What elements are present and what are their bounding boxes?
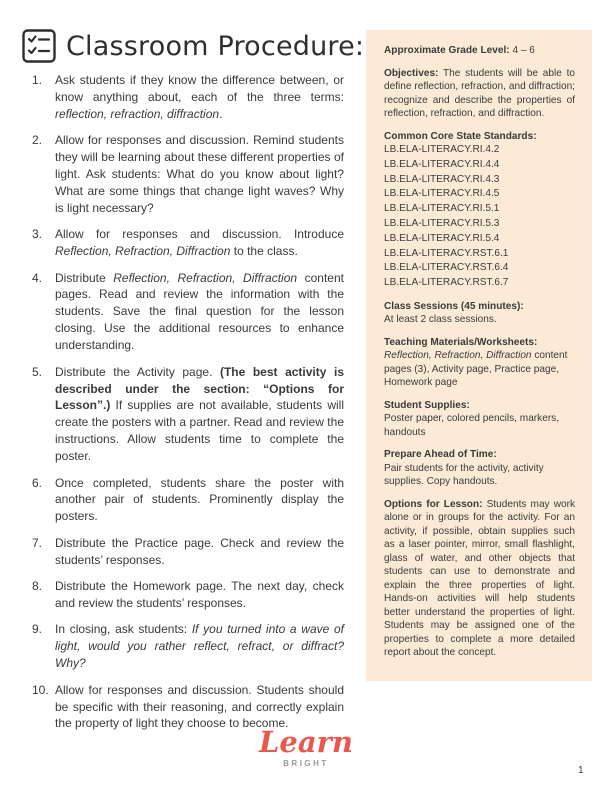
step-number: 2. xyxy=(32,133,43,148)
class-sessions-label: Class Sessions (45 minutes): xyxy=(384,300,524,312)
step-text-run: reflection, refraction, diffraction xyxy=(55,106,220,121)
step-number: 3. xyxy=(32,227,43,242)
standard-item: LB.ELA-LITERACY.RST.6.7 xyxy=(384,277,509,289)
step-text-run: content pages. Read and review the information with the students. Save the final question for the lesson closing. Use the additional resources to enhance understanding. xyxy=(55,270,344,353)
class-sessions xyxy=(384,300,575,327)
step-text-run: . xyxy=(219,106,223,121)
step-text xyxy=(55,270,344,355)
lesson-info-sidebar xyxy=(366,30,592,681)
standard-item: LB.ELA-LITERACY.RST.6.4 xyxy=(384,262,509,274)
standard-item: LB.ELA-LITERACY.RI.5.3 xyxy=(384,217,500,229)
step-text xyxy=(55,132,344,217)
step-number: 5. xyxy=(32,364,43,379)
lesson-options xyxy=(384,498,575,660)
procedure-step xyxy=(32,132,344,217)
standard-item: LB.ELA-LITERACY.RI.5.1 xyxy=(384,203,500,215)
standards-list xyxy=(384,143,575,291)
objectives xyxy=(384,67,575,121)
step-text xyxy=(55,226,344,260)
step-text-run: Allow for responses and discussion. Students should be specific with their reasoning, and correctly explain the property of light they choose to become. xyxy=(55,682,344,731)
step-text-run: Once completed, students share the poster with another pair of students. Prominently display the posters. xyxy=(55,475,344,524)
standard-item: LB.ELA-LITERACY.RI.4.5 xyxy=(384,188,500,200)
standard-item: LB.ELA-LITERACY.RI.4.3 xyxy=(384,173,500,185)
step-text-run: Distribute the Practice page. Check and review the students’ responses. xyxy=(55,535,344,567)
teaching-materials-value: content pages (3), Activity page, Practice page, Homework page xyxy=(384,350,568,389)
step-text-run: Allow for responses and discussion. Introduce xyxy=(55,227,344,242)
objectives-label: Objectives: xyxy=(384,67,439,79)
student-supplies xyxy=(384,399,575,440)
teaching-materials xyxy=(384,336,575,390)
learn-bright-logo xyxy=(254,722,358,770)
procedure-step xyxy=(32,226,344,260)
procedure-step xyxy=(32,364,344,465)
grade-level xyxy=(384,44,575,58)
teaching-materials-title: Reflection, Refraction, Diffraction xyxy=(384,350,532,362)
grade-level-value: 4 – 6 xyxy=(512,45,535,56)
step-text xyxy=(55,578,344,612)
logo-subtitle: BRIGHT xyxy=(283,759,329,768)
step-number: 4. xyxy=(32,270,43,285)
student-supplies-label: Student Supplies: xyxy=(384,399,470,411)
lesson-options-label: Options for Lesson: xyxy=(384,498,483,510)
procedure-step xyxy=(32,578,344,612)
step-text-run: In closing, ask students: xyxy=(55,622,192,637)
procedure-steps xyxy=(32,72,344,742)
standards xyxy=(384,130,575,291)
step-text xyxy=(55,475,344,526)
prepare-ahead-label: Prepare Ahead of Time: xyxy=(384,449,497,461)
page-header xyxy=(22,26,364,66)
prepare-ahead-value: Pair students for the activity, activity supplies. Copy handouts. xyxy=(384,462,544,488)
teaching-materials-label: Teaching Materials/Worksheets: xyxy=(384,336,538,348)
checklist-icon xyxy=(22,29,56,63)
step-number: 1. xyxy=(32,73,43,87)
procedure-step xyxy=(32,72,344,123)
step-text-run: If supplies are not available, students will create the posters with a partner. Read and review the instructions. Allow students time to complete the poster. xyxy=(55,398,344,464)
prepare-ahead xyxy=(384,448,575,489)
student-supplies-value: Poster paper, colored pencils, markers, handouts xyxy=(384,413,560,438)
procedure-step xyxy=(32,535,344,569)
step-number: 7. xyxy=(32,535,43,550)
step-text-run: Reflection, Refraction, Diffraction xyxy=(113,270,298,285)
step-text-run: Ask students if they know the difference between, or know anything about, each of the three terms: xyxy=(55,73,344,104)
procedure-step xyxy=(32,270,344,355)
standard-item: LB.ELA-LITERACY.RI.5.4 xyxy=(384,232,500,244)
step-text xyxy=(55,621,344,672)
step-number: 10. xyxy=(32,682,49,697)
grade-level-label: Approximate Grade Level: xyxy=(384,45,510,56)
step-text-run: Allow for responses and discussion. Remind students they will be learning about these different properties of light. Ask students: What do you know about light? What are some things that change light waves? Why is light necessary? xyxy=(55,133,344,215)
standard-item: LB.ELA-LITERACY.RI.4.2 xyxy=(384,144,500,155)
step-text xyxy=(55,364,344,465)
standards-label: Common Core State Standards: xyxy=(384,130,537,142)
step-text xyxy=(55,535,344,569)
step-text-run: Distribute the Homework page. The next day, check and review the students’ responses. xyxy=(55,579,344,610)
standard-item: LB.ELA-LITERACY.RI.4.4 xyxy=(384,158,500,170)
step-text-run: to the class. xyxy=(230,244,298,259)
procedure-step xyxy=(32,475,344,526)
step-text-run: Distribute xyxy=(55,270,114,285)
step-text-run: (The best activity is described under the section: “Options for Lesson”.) xyxy=(55,364,345,413)
logo-wordmark: Learn xyxy=(259,725,353,759)
class-sessions-value: At least 2 class sessions. xyxy=(384,314,497,326)
objectives-text: The students will be able to define reflection, refraction, and diffraction; recognize and describe the properties of reflection, refraction, and diffraction. xyxy=(384,67,575,119)
step-text xyxy=(55,72,344,123)
step-number: 8. xyxy=(32,579,43,594)
step-text-run: Distribute the Activity page. xyxy=(55,364,220,379)
standard-item: LB.ELA-LITERACY.RST.6.1 xyxy=(384,247,509,259)
step-number: 6. xyxy=(32,475,43,490)
step-text-run: Reflection, Refraction, Diffraction xyxy=(55,244,231,259)
lesson-options-text: Students may work alone or in groups for the activity. For an activity, if possible, obtain supplies such as a laser pointer, mirror, small flashlight, glass of water, and other objects that students can use to demonstrate and explain the three properties of light. Hands-on activities will help students better understand the properties of light. Students may be assigned one of the properties to complete a more detailed report about the concept. xyxy=(384,498,576,659)
page-title: Classroom Procedure: xyxy=(66,30,365,62)
step-text-run: If you turned into a wave of light, would you rather reflect, refract, or diffract? Why? xyxy=(55,622,345,671)
page-number: 1 xyxy=(578,765,584,776)
procedure-step xyxy=(32,621,344,672)
step-number: 9. xyxy=(32,622,43,637)
